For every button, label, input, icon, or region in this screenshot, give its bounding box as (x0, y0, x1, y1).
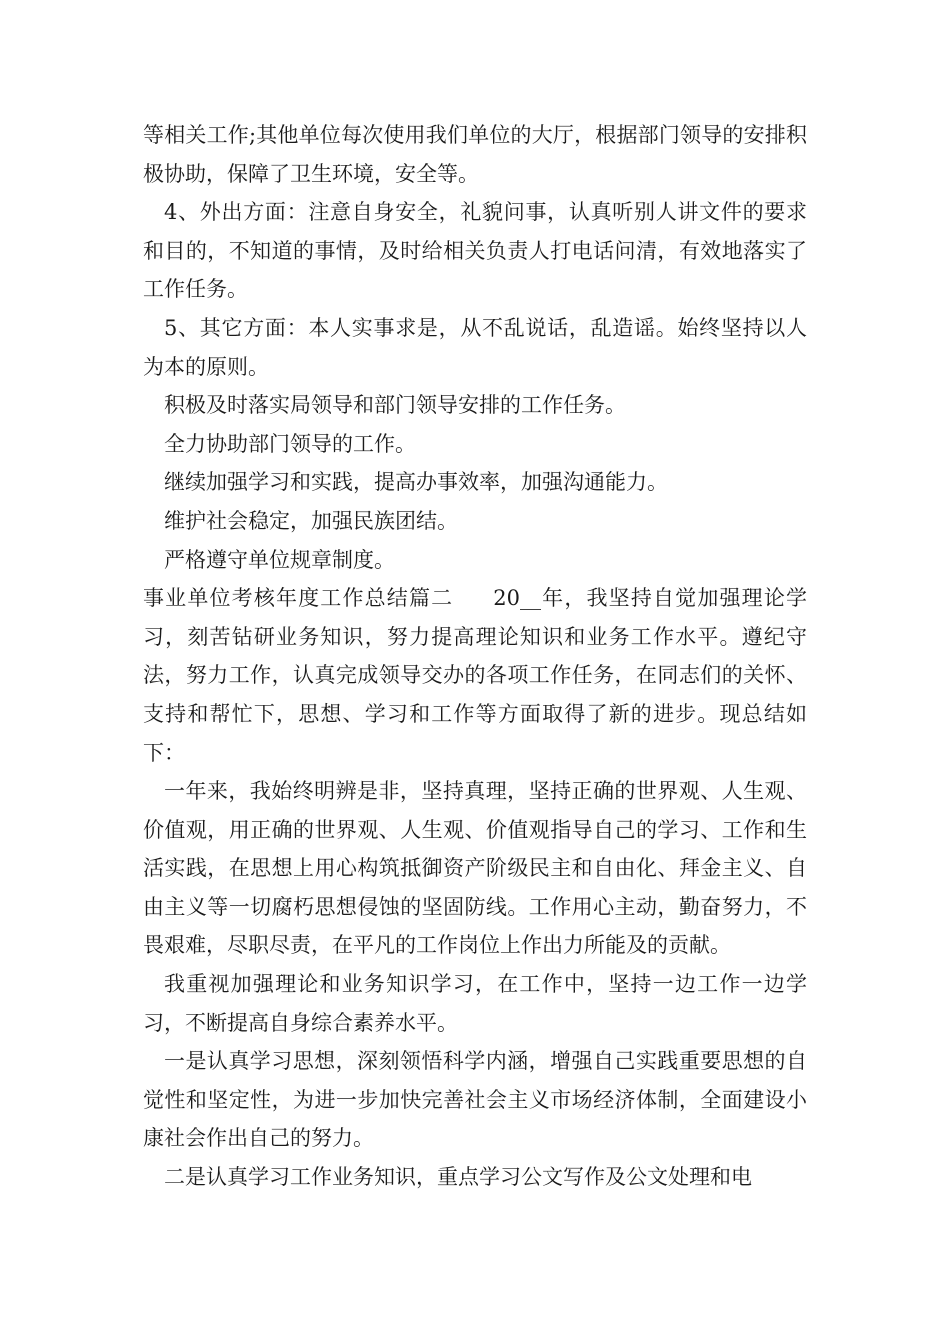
paragraph-point-2: 二是认真学习工作业务知识，重点学习公文写作及公文处理和电 (164, 1165, 752, 1190)
section-title: 事业单位考核年度工作总结篇二 (143, 586, 454, 611)
section-intro: 20__年，我坚持自觉加强理论学习，刻苦钻研业务知识，努力提高理论知识和业务工作水平。遵纪守法，努力工作，认真完成领导交办的各项工作任务，在同志们的关怀、支持和帮忙下，思想、学习和工作等方面取得了新的进步。现总结如下： (143, 586, 807, 765)
paragraph-plan-2: 全力协助部门领导的工作。 (164, 431, 416, 456)
paragraph-study: 我重视加强理论和业务知识学习，在工作中，坚持一边工作一边学习，不断提高自身综合素养水平。 (143, 972, 807, 1035)
paragraph-plan-1: 积极及时落实局领导和部门领导安排的工作任务。 (164, 393, 626, 418)
paragraph-outing: 4、外出方面：注意自身安全，礼貌问事，认真听别人讲文件的要求和目的，不知道的事情，及时给相关负责人打电话问清，有效地落实了工作任务。 (143, 200, 807, 302)
paragraph-point-1: 一是认真学习思想，深刻领悟科学内涵，增强自己实践重要思想的自觉性和坚定性，为进一步加快完善社会主义市场经济体制，全面建设小康社会作出自己的努力。 (143, 1049, 807, 1151)
paragraph-other: 5、其它方面：本人实事求是，从不乱说话，乱造谣。始终坚持以人为本的原则。 (143, 315, 807, 379)
paragraph-plan-5: 严格遵守单位规章制度。 (164, 547, 395, 572)
paragraph-ideology: 一年来，我始终明辨是非，坚持真理，坚持正确的世界观、人生观、价值观，用正确的世界观、人生观、价值观指导自己的学习、工作和生活实践，在思想上用心构筑抵御资产阶级民主和自由化、拜金主义、自由主义等一切腐朽思想侵蚀的坚固防线。工作用心主动，勤奋努力，不畏艰难，尽职尽责，在平凡的工作岗位上作出力所能及的贡献。 (143, 779, 807, 958)
paragraph-plan-3: 继续加强学习和实践，提高办事效率，加强沟通能力。 (164, 470, 668, 495)
section-heading-paragraph (143, 579, 807, 772)
paragraph-plan-4: 维护社会稳定，加强民族团结。 (164, 508, 458, 533)
document-body (143, 116, 807, 1197)
paragraph-hall-support: 等相关工作;其他单位每次使用我们单位的大厅，根据部门领导的安排积极协助，保障了卫生环境，安全等。 (143, 123, 807, 186)
